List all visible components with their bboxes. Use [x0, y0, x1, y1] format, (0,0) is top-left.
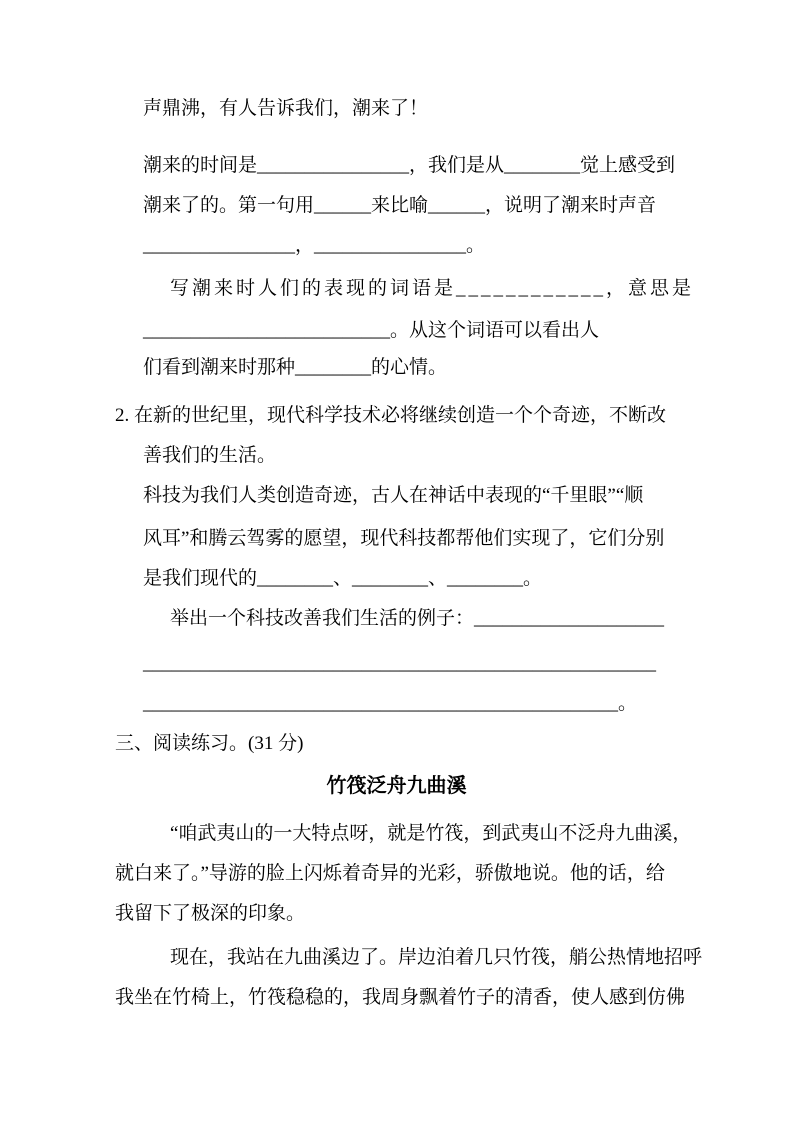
- q1-line-6: __________________________。从这个词语可以看出人: [143, 320, 600, 341]
- q2-line-4: 风耳”和腾云驾雾的愿望，现代科技都帮他们实现了，它们分别: [143, 528, 665, 549]
- passage-para1-line-2: 就白来了。”导游的脸上闪烁着奇异的光彩，骄傲地说。他的话，给: [115, 863, 665, 884]
- passage-para1-line-1: “咱武夷山的一大特点呀，就是竹筏，到武夷山不泛舟九曲溪，: [170, 823, 692, 844]
- q2-line-5: 是我们现代的________、________、________。: [143, 568, 543, 589]
- passage-para1-line-3: 我留下了极深的印象。: [115, 903, 306, 924]
- q1-line-2: 潮来的时间是________________，我们是从________觉上感受到: [143, 155, 676, 176]
- q1-line-5: 写潮来时人们的表现的词语是____________，意思是: [170, 278, 695, 299]
- q2-answer-blank-line-2: __________________________________________________。: [143, 693, 638, 714]
- passage-para2-line-1: 现在，我站在九曲溪边了。岸边泊着几只竹筏，艄公热情地招呼: [170, 947, 703, 968]
- q1-blank-line: ________________，________________。: [143, 235, 486, 256]
- q2-number-line: 2. 在新的世纪里，现代科学技术必将继续创造一个个奇迹，不断改: [115, 405, 667, 426]
- passage-title: 竹筏泛舟九曲溪: [326, 775, 467, 797]
- q1-line-1: 声鼎沸，有人告诉我们，潮来了！: [143, 98, 429, 119]
- passage-para2-line-2: 我坐在竹椅上，竹筏稳稳的，我周身飘着竹子的清香，使人感到仿佛: [115, 987, 686, 1008]
- q2-answer-blank-line-1: ______________________________________________________: [143, 653, 656, 674]
- q1-line-3: 潮来了的。第一句用______来比喻______，说明了潮来时声音: [143, 195, 657, 216]
- q2-line-2: 善我们的生活。: [143, 445, 277, 466]
- q2-line-3: 科技为我们人类创造奇迹，古人在神话中表现的“千里眼”“顺: [143, 485, 644, 506]
- q2-line-6: 举出一个科技改善我们生活的例子：____________________: [170, 608, 665, 629]
- q1-line-7: 们看到潮来时那种________的心情。: [143, 357, 448, 378]
- section3-heading: 三、阅读练习。(31 分): [115, 733, 304, 754]
